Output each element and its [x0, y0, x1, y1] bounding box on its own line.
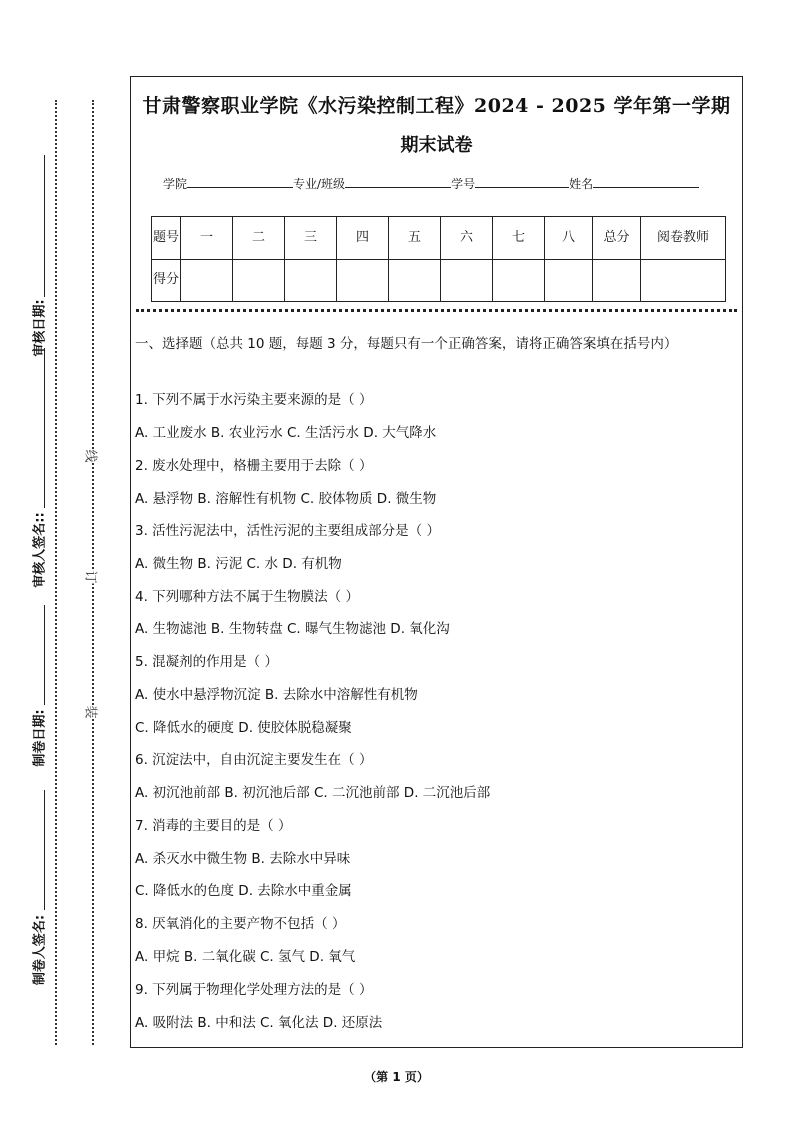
maker-date-blank: [44, 605, 45, 705]
question-line: A. 初沉池前部 B. 初沉池后部 C. 二沉池前部 D. 二沉池后部: [135, 785, 491, 801]
score-col-1: 一: [181, 217, 233, 260]
question-line: 6. 沉淀法中，自由沉淀主要发生在（ ）: [135, 752, 373, 768]
question-line: 5. 混凝剂的作用是（ ）: [135, 654, 278, 670]
question-line: 1. 下列不属于水污染主要来源的是（ ）: [135, 392, 373, 408]
reviewer-signature-label: 审核人签名::: [32, 512, 48, 588]
reviewer-date-blank: [44, 155, 45, 297]
score-cell[interactable]: [181, 259, 233, 302]
student-info-line: [163, 175, 699, 192]
score-cell[interactable]: [593, 259, 641, 302]
score-table: [151, 216, 726, 302]
score-cell[interactable]: [441, 259, 493, 302]
page-number: （第 1 页）: [364, 1070, 429, 1084]
name-label: 姓名: [569, 177, 594, 191]
question-line: A. 甲烷 B. 二氧化碳 C. 氢气 D. 氧气: [135, 949, 356, 965]
score-label: 得分: [152, 259, 181, 302]
score-col-8: 八: [545, 217, 593, 260]
question-line: 4. 下列哪种方法不属于生物膜法（ ）: [135, 589, 359, 605]
score-col-2: 二: [233, 217, 285, 260]
score-cell[interactable]: [545, 259, 593, 302]
score-col-3: 三: [285, 217, 337, 260]
question-line: 3. 活性污泥法中，活性污泥的主要组成部分是（ ）: [135, 523, 440, 539]
maker-signature-blank: [44, 790, 45, 910]
question-line: A. 工业废水 B. 农业污水 C. 生活污水 D. 大气降水: [135, 425, 437, 441]
binding-char-zhuang: 装: [81, 705, 104, 718]
section-heading: 一、选择题（总共 10 题，每题 3 分，每题只有一个正确答案，请将正确答案填在括号内）: [135, 336, 678, 352]
student-id-label: 学号: [451, 177, 476, 191]
exam-subtitle: 期末试卷: [400, 135, 473, 156]
score-col-7: 七: [493, 217, 545, 260]
question-line: 8. 厌氧消化的主要产物不包括（ ）: [135, 916, 346, 932]
reviewer-date-label: 审核日期:: [32, 299, 48, 357]
major-blank[interactable]: [345, 175, 451, 188]
exam-title: 甘肃警察职业学院《水污染控制工程》2024 - 2025 学年第一学期: [142, 95, 731, 117]
score-cell[interactable]: [493, 259, 545, 302]
binding-char-ding: 订: [81, 570, 104, 583]
score-cell[interactable]: [285, 259, 337, 302]
grader-label: 阅卷教师: [641, 217, 726, 260]
question-number-label: 题号: [152, 217, 181, 260]
maker-signature-label: 制卷人签名:: [32, 914, 48, 986]
score-col-5: 五: [389, 217, 441, 260]
binding-dotted-line-left: [55, 100, 57, 1045]
question-line: C. 降低水的色度 D. 去除水中重金属: [135, 883, 352, 899]
question-line: A. 悬浮物 B. 溶解性有机物 C. 胶体物质 D. 微生物: [135, 491, 437, 507]
binding-char-line: 线: [81, 449, 104, 462]
question-line: 9. 下列属于物理化学处理方法的是（ ）: [135, 982, 373, 998]
question-line: C. 降低水的硬度 D. 使胶体脱稳凝聚: [135, 720, 352, 736]
score-table-score-row: [152, 259, 726, 302]
grader-cell[interactable]: [641, 259, 726, 302]
dotted-separator: [136, 309, 737, 312]
score-col-6: 六: [441, 217, 493, 260]
score-table-header-row: [152, 217, 726, 260]
score-cell[interactable]: [389, 259, 441, 302]
question-line: A. 使水中悬浮物沉淀 B. 去除水中溶解性有机物: [135, 687, 418, 703]
student-id-blank[interactable]: [475, 175, 569, 188]
question-line: A. 杀灭水中微生物 B. 去除水中异味: [135, 851, 351, 867]
score-col-total: 总分: [593, 217, 641, 260]
reviewer-signature-blank: [44, 348, 45, 508]
score-col-4: 四: [337, 217, 389, 260]
question-line: 2. 废水处理中，格栅主要用于去除（ ）: [135, 458, 373, 474]
college-blank[interactable]: [187, 175, 293, 188]
question-line: A. 生物滤池 B. 生物转盘 C. 曝气生物滤池 D. 氧化沟: [135, 621, 450, 637]
exam-frame: [130, 76, 743, 1048]
score-cell[interactable]: [337, 259, 389, 302]
maker-date-label: 制卷日期:: [32, 709, 48, 767]
name-blank[interactable]: [593, 175, 699, 188]
major-label: 专业/班级: [293, 177, 346, 191]
question-line: 7. 消毒的主要目的是（ ）: [135, 818, 292, 834]
question-line: A. 吸附法 B. 中和法 C. 氧化法 D. 还原法: [135, 1015, 383, 1031]
score-cell[interactable]: [233, 259, 285, 302]
college-label: 学院: [163, 177, 188, 191]
question-line: A. 微生物 B. 污泥 C. 水 D. 有机物: [135, 556, 342, 572]
